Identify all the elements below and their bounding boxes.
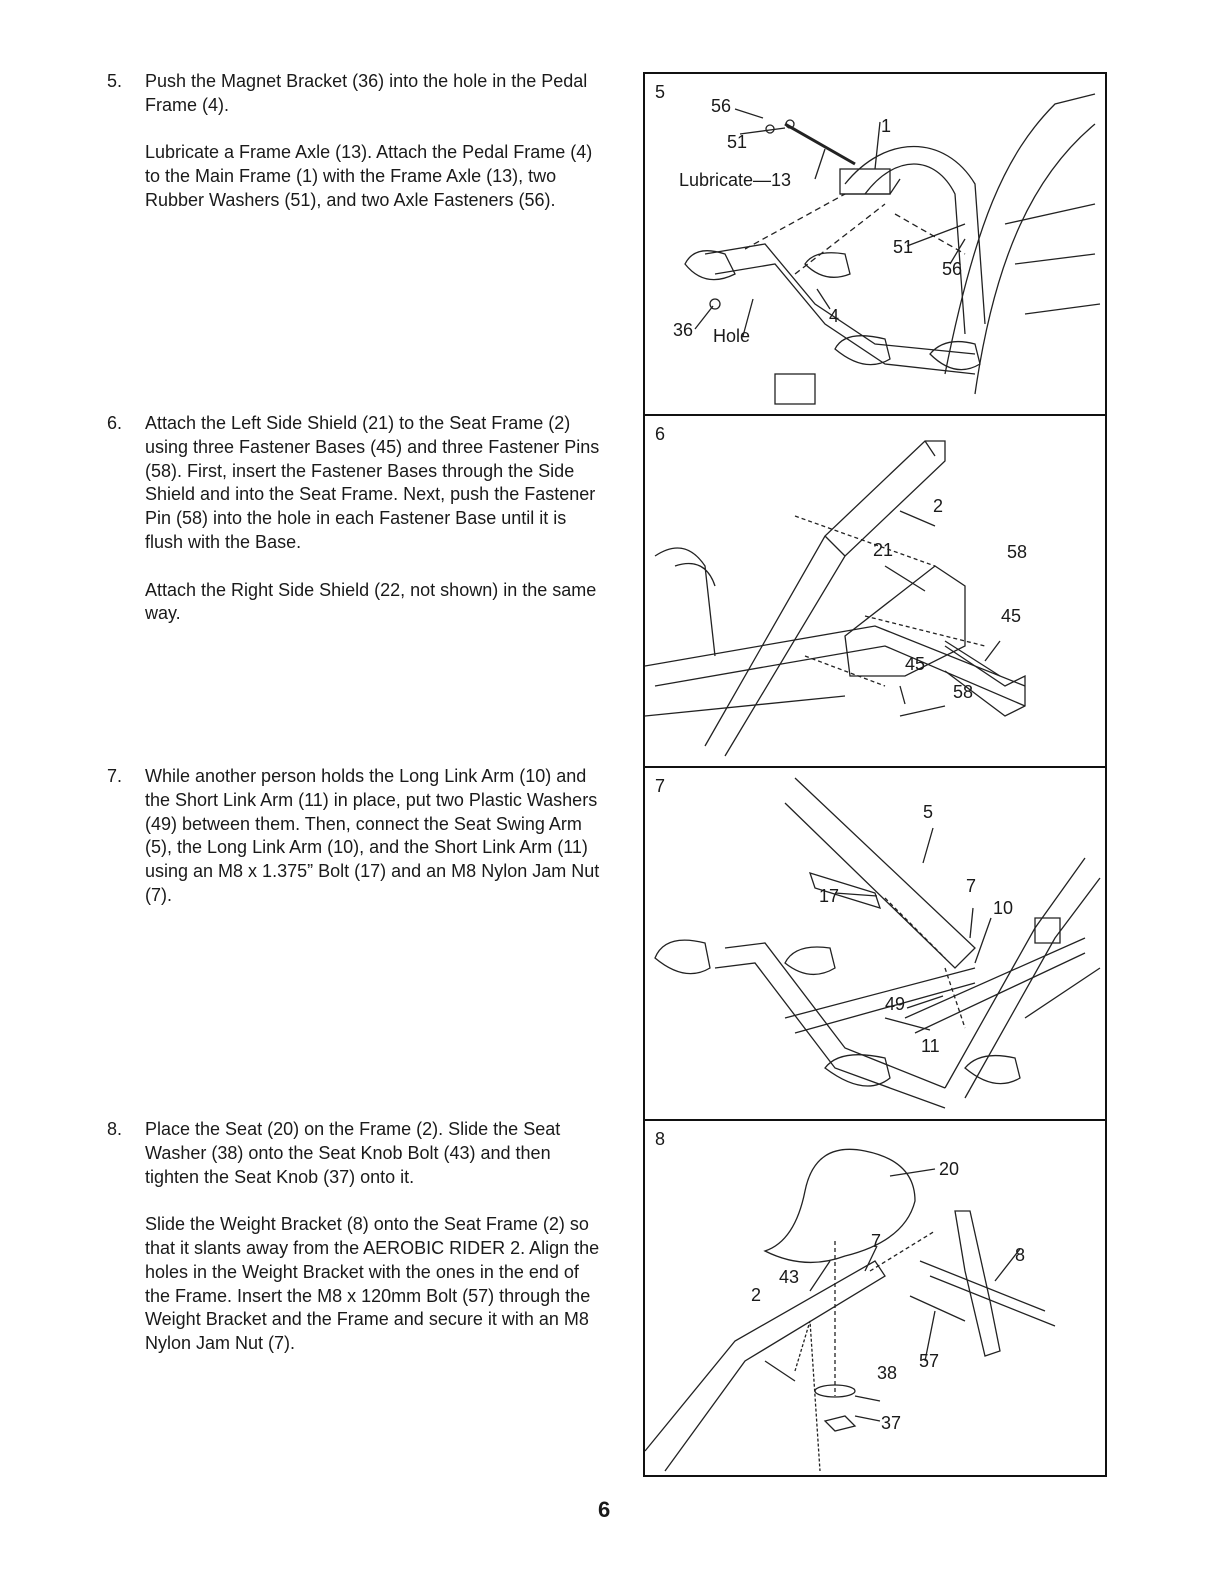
step-7 — [107, 765, 607, 932]
callout-label: 58 — [953, 682, 974, 702]
figure-8-drawing — [645, 1121, 1105, 1475]
callout-label: 1 — [881, 116, 892, 136]
step-text: Attach the Right Side Shield (22, not shown) in the same way. — [145, 579, 597, 624]
figure-column — [643, 72, 1107, 1477]
callout-label: 2 — [751, 1285, 762, 1305]
figure-number: 5 — [655, 82, 666, 102]
callout-label: 7 — [966, 876, 977, 896]
callout-label: Lubricate—13 — [679, 170, 792, 190]
callout-label: 45 — [1001, 606, 1022, 626]
figure-number: 6 — [655, 424, 666, 444]
step-number: 7. — [107, 766, 123, 786]
callout-label: 56 — [711, 96, 732, 116]
step-5 — [107, 70, 607, 237]
callout-label: 4 — [829, 306, 840, 326]
callout-label: 37 — [881, 1413, 902, 1433]
figure-8 — [645, 1121, 1105, 1475]
figure-5 — [645, 74, 1105, 416]
callout-label: 57 — [919, 1351, 940, 1371]
figure-5-drawing — [645, 74, 1105, 414]
page-number: 6 — [598, 1497, 611, 1522]
callout-label: 38 — [877, 1363, 898, 1383]
callout-label: 5 — [923, 802, 934, 822]
step-text: Lubricate a Frame Axle (13). Attach the Pedal Frame (4) to the Main Frame (1) with the Frame Axle (13), two Rubber Washers (51), and two Axle Fasteners (56). — [145, 142, 593, 210]
callout-label: 21 — [873, 540, 894, 560]
figure-6-drawing — [645, 416, 1105, 766]
step-number: 5. — [107, 71, 123, 91]
callout-label: 51 — [893, 237, 914, 257]
figure-number: 8 — [655, 1129, 666, 1149]
step-8 — [107, 1118, 607, 1380]
callout-label: 8 — [1015, 1245, 1026, 1265]
callout-label: 43 — [779, 1267, 800, 1287]
callout-label: 10 — [993, 898, 1014, 918]
step-text: Slide the Weight Bracket (8) onto the Seat Frame (2) so that it slants away from the AEROBIC RIDER 2. Align the holes in the Weight Bracket with the ones in the end of the Frame. Insert the M8 x 120mm Bolt (57) through the Weight Bracket and the Frame and secure it with an M8 Nylon Jam Nut (7). — [145, 1214, 600, 1354]
figure-number: 7 — [655, 776, 666, 796]
step-text: Attach the Left Side Shield (21) to the Seat Frame (2) using three Fastener Bases (45) and three Fastener Pins (58). First, insert the Fastener Bases through the Side Shield and into the Seat Frame. Next, push the Fastener Pin (58) into the hole in each Fastener Base until it is flush with the Base. — [145, 413, 600, 552]
callout-label: Hole — [713, 326, 751, 346]
callout-label: 49 — [885, 994, 906, 1014]
callout-label: 58 — [1007, 542, 1028, 562]
callout-label: 11 — [921, 1036, 940, 1056]
step-text: While another person holds the Long Link Arm (10) and the Short Link Arm (11) in place, put two Plastic Washers (49) between them. Then, connect the Seat Swing Arm (5), the Long Link Arm (10), and the Short Link Arm (11) using an M8 x 1.375” Bolt (17) and an M8 Nylon Jam Nut (7). — [145, 766, 600, 905]
step-number: 8. — [107, 1119, 123, 1139]
step-text: Place the Seat (20) on the Frame (2). Slide the Seat Washer (38) onto the Seat Knob Bolt (43) and then tighten the Seat Knob (37) onto it. — [145, 1119, 561, 1187]
figure-7-drawing — [645, 768, 1105, 1119]
callout-label: 36 — [673, 320, 694, 340]
callout-label: 2 — [933, 496, 944, 516]
figure-7 — [645, 768, 1105, 1121]
step-6 — [107, 412, 607, 650]
callout-label: 45 — [905, 654, 926, 674]
callout-label: 20 — [939, 1159, 960, 1179]
callout-label: 17 — [819, 886, 840, 906]
callout-label: 51 — [727, 132, 748, 152]
callout-label: 56 — [942, 259, 963, 279]
step-text: Push the Magnet Bracket (36) into the hole in the Pedal Frame (4). — [145, 71, 588, 115]
callout-label: 7 — [871, 1231, 882, 1251]
step-number: 6. — [107, 413, 123, 433]
figure-6 — [645, 416, 1105, 768]
